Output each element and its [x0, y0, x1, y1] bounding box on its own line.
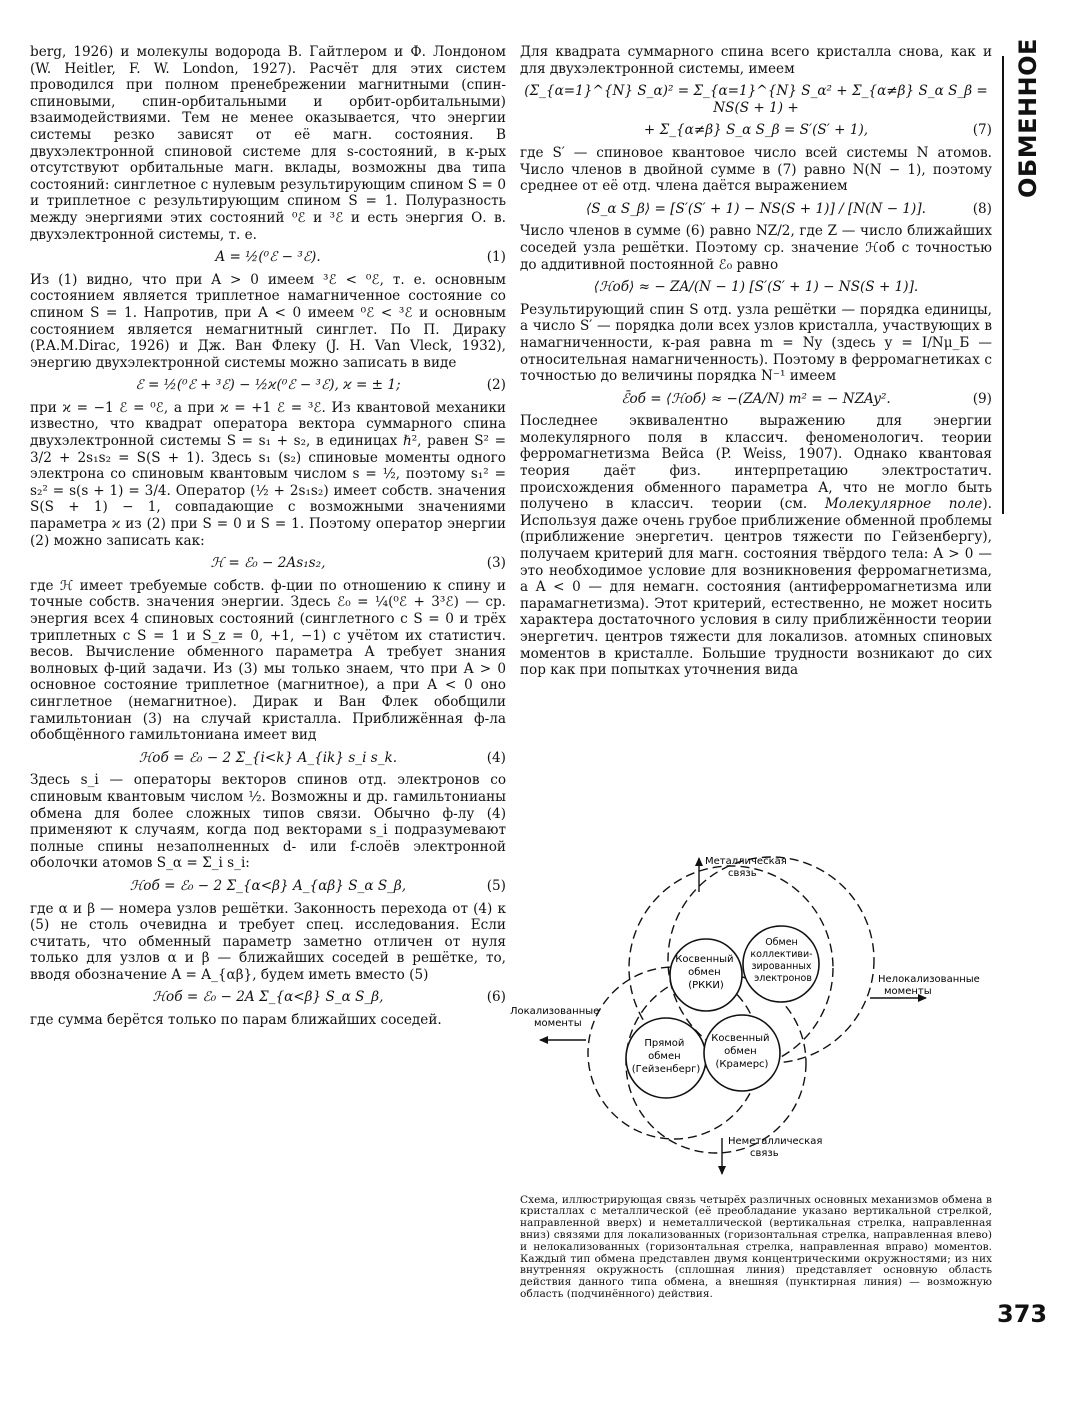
paragraph: где S′ — спиновое квантовое число всей системы N атомов. Число членов в двойной сумме в (7) равно N(N − 1), поэтому среднее от её отд. члена даётся выражением [520, 144, 992, 195]
running-head [1014, 38, 1048, 198]
paragraph: Здесь s_i — операторы векторов спинов отд. электронов со спиновым квантовым числом ½. Возможны и др. гамильтонианы обмена для более сложных типов связи. Обычно ф-лу (4) применяют к случаям, когда под векторами s_i подразумевают полные спины незаполненных d- или f-слоёв электронной оболочки атомов S_α = Σ_i s_i: [30, 772, 506, 872]
text-line: моменты [884, 986, 932, 997]
formula-text: ℋоб = ℰ₀ − 2A Σ_{α<β} S_α S_β, [152, 989, 384, 1006]
paragraph [520, 413, 992, 679]
paragraph: berg, 1926) и молекулы водорода В. Гайтлером и Ф. Лондоном (W. Heitler, F. W. London, 1927). Расчёт для этих систем проводился при полном пренебрежении магнитными (спин-спиновыми, спин-орбитальными и орбит-орбитальными) взаимодействиями. Тем не менее оказывается, что энергии системы резко зависят от её магн. состояния. В двухэлектронной спиновой системе для s-состояний, в к-рых отсутствуют орбитальные магн. вклады, возможны два типа состояний: синглетное с нулевым результирующим спином S = 0 и триплетное с результирующим спином S = 1. Полуразность между энергиями этих состояний ⁰ℰ и ³ℰ и есть энергия О. в. двухэлектронной системы, т. е. [30, 44, 506, 243]
formula-text: ℰ = ½(⁰ℰ + ³ℰ) − ½ϰ(⁰ℰ − ³ℰ), ϰ = ± 1; [135, 377, 401, 394]
text-line: Неметаллическая [728, 1136, 823, 1147]
text-line: коллективи- [750, 949, 813, 960]
formula-text: A = ½(⁰ℰ − ³ℰ). [215, 249, 321, 266]
text-line: обмен [648, 1051, 681, 1062]
formula-text: ⟨ℋоб⟩ ≈ − ZA/(N − 1) [S′(S′ + 1) − NS(S + 1)]. [593, 279, 919, 296]
formula-3 [30, 555, 506, 572]
paragraph: где ℋ имеет требуемые собств. ф-ции по отношению к спину и точные собств. значения энергии. Здесь ℰ₀ = ¼(⁰ℰ + 3³ℰ) — ср. энергия всех 4 спиновых состояний (синглетного с S = 0 и трёх триплетных с S = 1 и S_z = 0, +1, −1) с учётом их статистич. весов. Вычисление обменного параметра A требует знания волновых ф-ций задачи. Из (3) мы только знаем, что при A > 0 основное состояние триплетное (магнитное), а при A < 0 оно синглетное (немагнитное). Дирак и Ван Флек обобщили гамильтониан (3) на случай кристалла. Приближённая ф-ла обобщённого гамильтониана имеет вид [30, 577, 506, 744]
text-line: Косвенный [711, 1033, 770, 1044]
page-number: 373 [997, 1300, 1048, 1328]
paragraph: где α и β — номера узлов решётки. Законность перехода от (4) к (5) не столь очевидна и требует спец. исследования. Если считать, что обменный параметр заметно отличен от нуля только для узлов α и β — ближайших соседей в решётке, то, вводя обозначение A = A_{αβ}, будем иметь вместо (5) [30, 900, 506, 983]
text-line: обмен [688, 967, 721, 978]
cross-reference-link[interactable]: Молекулярное поле [824, 496, 983, 513]
formula-text: (Σ_{α=1}^{N} S_α)² = Σ_{α=1}^{N} S_α² + Σ_{α≠β} S_α S_β = NS(S + 1) + [524, 83, 988, 116]
equation-number: (8) [972, 200, 992, 217]
equation-number: (2) [486, 377, 506, 394]
text-line: моменты [534, 1018, 582, 1029]
equation-number: (6) [486, 989, 506, 1006]
formula-5 [30, 878, 506, 895]
text-line: зированных [751, 961, 812, 972]
paragraph: где сумма берётся только по парам ближайших соседей. [30, 1012, 442, 1029]
running-head-text: ОБМЕННОЕ [1014, 38, 1042, 198]
equation-number: (3) [486, 555, 506, 572]
formula-text: + Σ_{α≠β} S_α S_β = S′(S′ + 1), [643, 122, 869, 139]
formula-text: ℰ̄об = ⟨ℋоб⟩ ≈ −(ZA/N) m² = − NZAy². [621, 390, 891, 407]
text-line: Косвенный [675, 954, 734, 965]
exchange-mechanisms-diagram [506, 848, 1006, 1188]
text-run: ). Используя даже очень грубое приближение обменной проблемы (приближение энергетич. центров тяжести по Гейзенбергу), получаем критерий для магн. состояния твёрдого тела: A > 0 — это необходимое условие для возникновения ферромагнетизма, а A < 0 — для немагн. состояния (антиферромагнетизма или парамагнетизма). Этот критерий, естественно, не может носить характера достаточного условия в силу приближённости теории энергетич. центров тяжести для локализов. атомных спиновых моментов в кристалле. Большие трудности возникают до сих пор как при попытках уточнения вида [520, 496, 992, 679]
text-line: электронов [754, 973, 812, 984]
paragraph: Число членов в сумме (6) равно NZ/2, где Z — число ближайших соседей узла решётки. Поэтому ср. значение ℋоб с точностью до аддитивной постоянной ℰ₀ равно [520, 223, 992, 273]
formula-7b [520, 122, 992, 139]
paragraph: Для квадрата суммарного спина всего кристалла снова, как и для двухэлектронной системы, имеем [520, 44, 992, 77]
text-line: Обмен [765, 937, 798, 948]
column-rule [1002, 56, 1004, 514]
equation-number: (5) [486, 877, 506, 894]
formula-7a [520, 83, 992, 116]
formula-text: ⟨S_α S_β⟩ = [S′(S′ + 1) − NS(S + 1)] / [N(N − 1)]. [586, 200, 926, 217]
text-line: Прямой [644, 1038, 685, 1049]
text-line: связь [728, 868, 757, 879]
formula-text: ℋ = ℰ₀ − 2As₁s₂, [210, 555, 326, 572]
equation-number: (9) [972, 390, 992, 407]
right-column [520, 44, 992, 679]
figure-caption: Схема, иллюстрирующая связь четырёх различных основных механизмов обмена в кристаллах с металлической (её преобладание указано вертикальной стрелкой, направленной вверх) и неметаллической (вертикальная стрелка, направленная вниз) связями для локализованных (горизонтальная стрелка, направленная влево) и нелокализованных (горизонтальная стрелка, направленная вправо) моментов. Каждый тип обмена представлен двумя концентрическими окружностями; из них внутренняя окружность (сплошная линия) представляет основную область действия данного типа обмена, а внешняя (пунктирная линия) — возможную область (подчинённого) действия. [520, 1193, 992, 1300]
text-line: Металлическая [705, 856, 787, 867]
text-line: связь [750, 1148, 779, 1159]
formula-4 [30, 750, 506, 767]
paragraph: при ϰ = −1 ℰ = ⁰ℰ, а при ϰ = +1 ℰ = ³ℰ. Из квантовой механики известно, что квадрат оператора вектора суммарного спина двухэлектронной системы S = s₁ + s₂, в единицах ℏ², равен S² = 3/2 + 2s₁s₂ = S(S + 1). Здесь s₁ (s₂) спиновые моменты одного электрона со спиновым квантовым числом s = ½, поэтому s₁² = s₂² = s(s + 1) = 3/4. Оператор (½ + 2s₁s₂) имеет собств. значения S(S + 1) − 1, совпадающие с возможными значениями параметра ϰ из (2) при S = 0 и S = 1. Поэтому оператор энергии (2) можно записать как: [30, 399, 506, 549]
text-run: Последнее эквивалентно выражению для энергии молекулярного поля в классич. феноменологич. теории ферромагнетизма Вейса (P. Weiss, 1907). Однако квантовая теория даёт физ. интерпретацию электростатич. происхождения обменного параметра A, что не могло быть получено в классич. теории (см. [520, 413, 992, 513]
paragraph: Из (1) видно, что при A > 0 имеем ³ℰ < ⁰ℰ, т. е. основным состоянием является триплетное намагниченное состояние со спином S = 1. Напротив, при A < 0 имеем ⁰ℰ < ³ℰ и основным состоянием является немагнитный синглет. По П. Дираку (P.A.M.Dirac, 1926) и Дж. Ван Флеку (J. H. Van Vleck, 1932), энергию двухэлектронной системы можно записать в виде [30, 271, 506, 371]
label-localized-moments [510, 1006, 602, 1029]
text-line: обмен [724, 1046, 757, 1057]
text-line: (Крамерс) [715, 1059, 769, 1070]
formula-9 [520, 391, 992, 408]
formula-6 [30, 989, 506, 1006]
equation-number: (7) [972, 122, 992, 139]
text-line: Нелокализованные [878, 974, 980, 985]
formula-2 [30, 377, 506, 394]
equation-number: (4) [486, 749, 506, 766]
label-delocalized-moments [878, 974, 983, 997]
text-line: Локализованные [510, 1006, 600, 1017]
formula-8b [520, 279, 992, 296]
formula-text: ℋоб = ℰ₀ − 2 Σ_{α<β} A_{αβ} S_α S_β, [129, 877, 407, 894]
text-line: (РККИ) [688, 980, 724, 991]
text-line: (Гейзенберг) [631, 1064, 701, 1075]
left-column [30, 44, 506, 1029]
formula-8 [520, 201, 992, 218]
formula-1 [30, 249, 506, 266]
formula-text: ℋоб = ℰ₀ − 2 Σ_{i<k} A_{ik} s_i s_k. [138, 749, 398, 766]
paragraph: Результирующий спин S отд. узла решётки — порядка единицы, а число S′ — порядка доли всех узлов кристалла, участвующих в намагниченности, к-рая равна m = Ny (здесь y = I/Nμ_Б — относительная намагниченность). Поэтому в ферромагнетиках с точностью до величины порядка N⁻¹ имеем [520, 301, 992, 385]
label-nonmetallic-bond [728, 1136, 826, 1159]
equation-number: (1) [486, 249, 506, 266]
